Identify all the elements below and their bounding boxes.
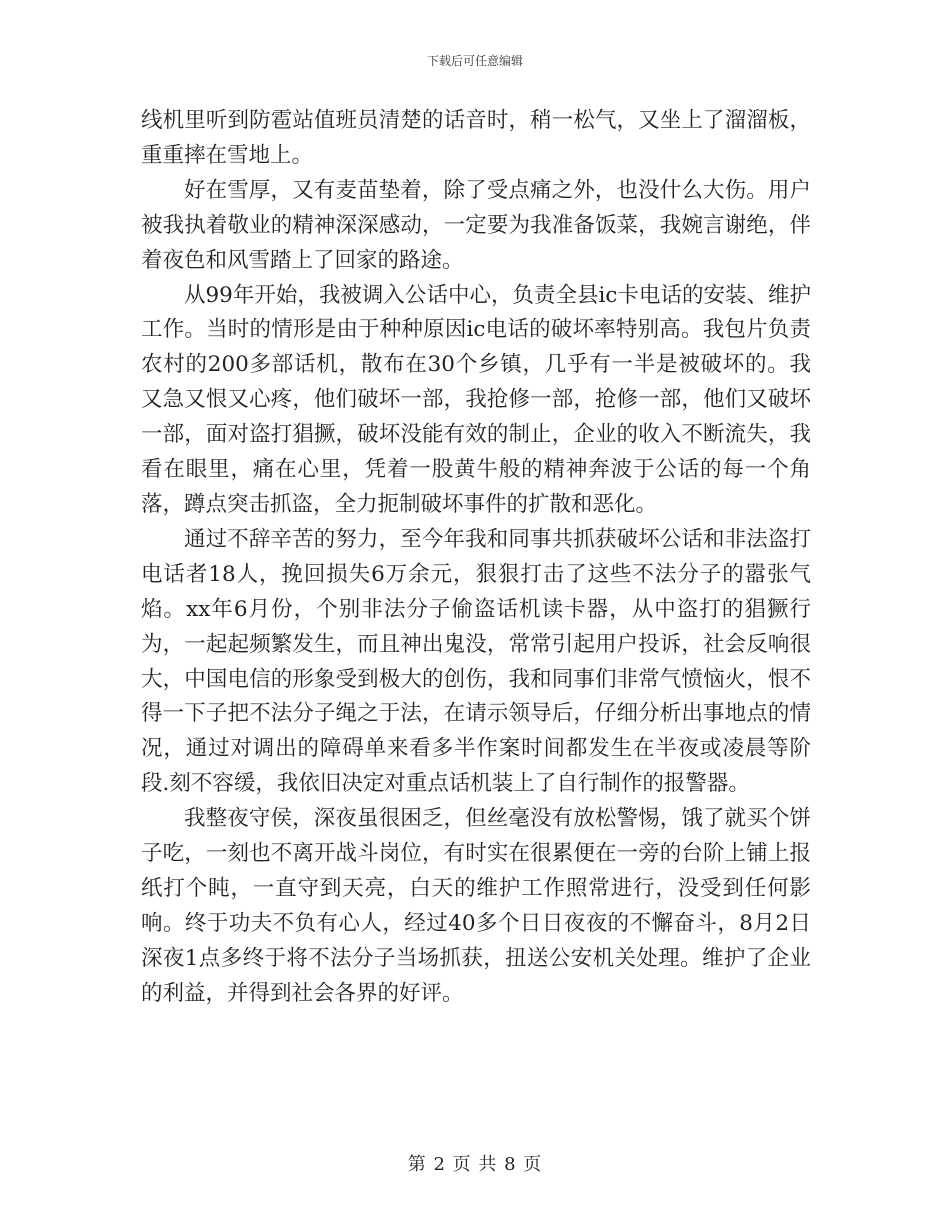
document-body <box>141 104 811 1012</box>
paragraph-continuation: 线机里听到防雹站值班员清楚的话音时，稍一松气，又坐上了溜溜板，重重摔在雪地上。 <box>141 108 811 168</box>
paragraph: 好在雪厚，又有麦苗垫着，除了受点痛之外，也没什么大伤。用户被我执着敬业的精神深深感动，一定要为我准备饭菜，我婉言谢绝，伴着夜色和风雪踏上了回家的路途。 <box>141 177 811 273</box>
page-number-footer: 第 2 页 共 8 页 <box>407 1154 543 1175</box>
paragraph: 我整夜守侯，深夜虽很困乏，但丝毫没有放松警惕，饿了就买个饼子吃，一刻也不离开战斗岗位，有时实在很累便在一旁的台阶上铺上报纸打个盹，一直守到天亮，白天的维护工作照常进行，没受到任何影响。终于功夫不负有心人，经过40多个日日夜夜的不懈奋斗，8月2日深夜1点多终于将不法分子当场抓获，扭送公安机关处理。维护了企业的利益，并得到社会各界的好评。 <box>141 806 811 1006</box>
paragraph: 从99年开始，我被调入公话中心，负责全县ic卡电话的安装、维护工作。当时的情形是由于种种原因ic电话的破坏率特别高。我包片负责农村的200多部话机，散布在30个乡镇，几乎有一半是被破坏的。我又急又恨又心疼，他们破坏一部，我抢修一部，抢修一部，他们又破坏一部，面对盗打猖撅，破坏没能有效的制止，企业的收入不断流失，我看在眼里，痛在心里，凭着一股黄牛般的精神奔波于公话的每一个角落，蹲点突击抓盗，全力扼制破坏事件的扩散和恶化。 <box>141 282 811 517</box>
page-header: 下载后可任意编辑 <box>426 54 523 68</box>
paragraph: 通过不辞辛苦的努力，至今年我和同事共抓获破坏公话和非法盗打电话者18人，挽回损失6万余元，狠狠打击了这些不法分子的嚣张气焰。xx年6月份，个别非法分子偷盗话机读卡器，从中盗打的猖獗行为，一起起频繁发生，而且神出鬼没，常常引起用户投诉，社会反响很大，中国电信的形象受到极大的创伤，我和同事们非常气愤恼火，恨不得一下子把不法分子绳之于法，在请示领导后，仔细分析出事地点的情况，通过对调出的障碍单来看多半作案时间都发生在半夜或凌晨等阶段.刻不容缓，我依旧决定对重点话机装上了自行制作的报警器。 <box>141 526 811 797</box>
